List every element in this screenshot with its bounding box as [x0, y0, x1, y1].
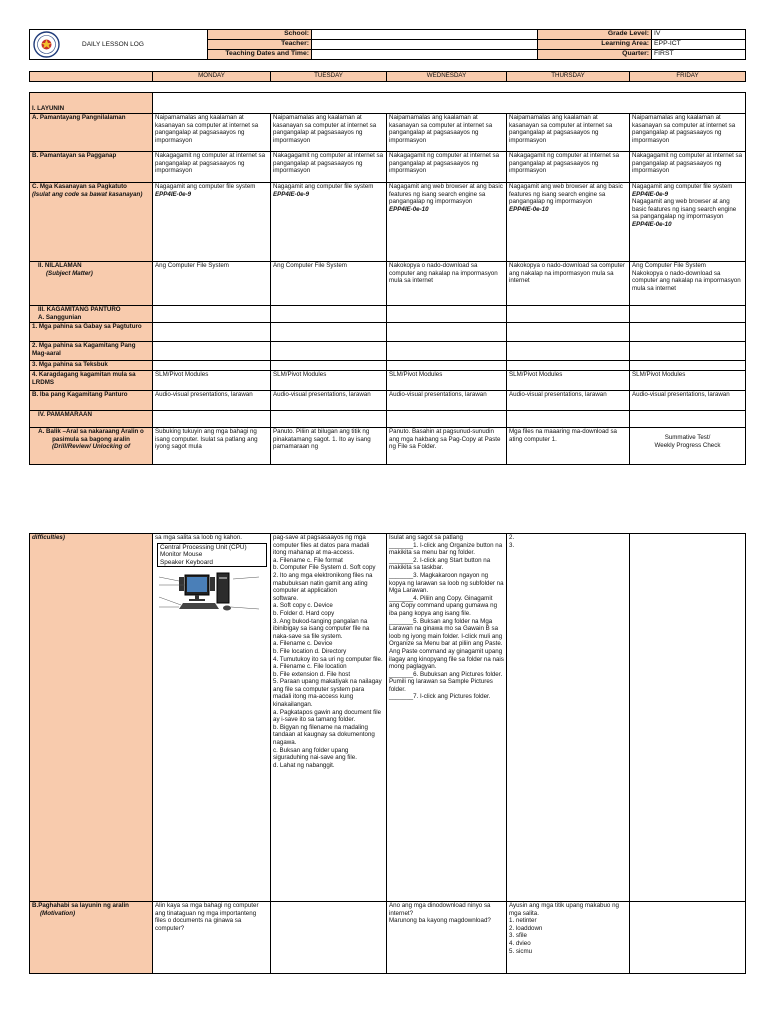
blank-cell	[153, 306, 271, 323]
quiz-line: a. Soft copy c. Device	[273, 602, 333, 610]
iba-pang-label: B. Iba pang Kagamitang Panturo	[30, 391, 153, 411]
balik-thu: Mga files na maaaring ma-download sa ating computer 1.	[507, 428, 630, 465]
blank-cell	[630, 411, 746, 428]
kasanayan-tue-code: EPP4IE-0e-9	[273, 190, 310, 198]
kasanayan-title: C. Mga Kasanayan sa Pagkatuto	[32, 183, 127, 190]
learning-area-label: Learning Area:	[538, 40, 652, 50]
blank-cell	[630, 361, 746, 371]
download-item: 2.	[509, 534, 515, 541]
scramble-intro: Ayusin ang mga titik upang makabuo ng mga salita.	[509, 902, 619, 917]
day-header-blank	[30, 72, 153, 82]
paghahabi-label	[30, 902, 153, 974]
pangnilalaman-mon: Naipamamalas ang kaalaman at kasanayan sa computer at internet sa pangangalap at pagsasaayos ng impormasyon	[153, 114, 271, 152]
quarter-label: Quarter:	[538, 50, 652, 60]
step-line: _______5. Buksan ang folder na Mga Larawan na ginawa mo sa Gawain B sa loob ng iyong main folder. I-click muli ang Organize sa Menu bar at piliin ang Paste. Ang Paste command ay ginagamit upang ilagay ang kinopyang file sa folder na nais mong paglagyan.	[389, 617, 504, 671]
blank-cell	[153, 411, 271, 428]
balik-cont-mon-intro: sa mga salita sa loob ng kahon.	[155, 534, 243, 541]
nilalaman-fri	[630, 262, 746, 306]
step-line: _______3. Magkakaroon ngayon ng kopya ng larawan sa loob ng subfolder na Mga Larawan.	[389, 571, 504, 595]
quiz-line: b. Bigyan ng filename na madaling tandaan at kaugnay sa dokumentong nagawa.	[273, 723, 375, 747]
blank-cell	[153, 361, 271, 371]
kasanayan-fri	[630, 183, 746, 262]
iba-pang-thu: Audio-visual presentations, larawan	[507, 391, 630, 411]
lrdms-wed: SLM/Pivot Modules	[387, 371, 507, 391]
lrdms-fri: SLM/Pivot Modules	[630, 371, 746, 391]
choice-line: Speaker Keyboard	[160, 558, 213, 566]
step-line: _______4. Piliin ang Copy. Ginagamit ang Copy command upang gumawa ng iba pang kopya ang isang file.	[389, 594, 498, 617]
layunin-heading: I. LAYUNIN	[30, 93, 153, 114]
pamamaraan-heading: IV. PAMAMARAAN	[30, 411, 153, 428]
blank-cell	[630, 306, 746, 323]
pamantayang-pangnilalaman-label: A. Pamantayang Pangnilalaman	[30, 114, 153, 152]
grade-level-label: Grade Level:	[538, 30, 652, 40]
quiz-line: 5. Paraan upang makatiyak na nailagay ang file sa computer system para madali itong ma-access kung kinakailangan.	[273, 678, 382, 709]
kasanayan-thu-code: EPP4IE-0e-10	[509, 205, 549, 213]
lrdms-thu: SLM/Pivot Modules	[507, 371, 630, 391]
kasanayan-mon-code: EPP4IE-0e-9	[155, 190, 192, 198]
kasanayan-fri-code-1: EPP4IE-0e-9	[632, 190, 669, 198]
day-thursday: THURSDAY	[507, 72, 630, 82]
paghahabi-mon: Alin kaya sa mga bahagi ng computer ang tinataguan ng mga importanteng files o documents na ginawa sa computer?	[153, 902, 271, 974]
kasanayan-wed-code: EPP4IE-0e-10	[389, 205, 429, 213]
blank-cell	[271, 411, 387, 428]
kagamitang-title: III. KAGAMITANG PANTURO	[38, 306, 121, 313]
blank-cell	[387, 361, 507, 371]
balik-fri: Summative Test/ Weekly Progress Check	[630, 428, 746, 465]
difficulties-label: difficulties)	[30, 534, 153, 902]
blank-cell	[507, 306, 630, 323]
grade-level-value: IV	[652, 30, 746, 40]
kasanayan-label	[30, 183, 153, 262]
lesson-table-page-1	[29, 92, 746, 465]
layunin-blank	[153, 93, 746, 114]
paghahabi-fri	[630, 902, 746, 974]
balik-aral-note: (Drill/Review/ Unlocking of	[51, 443, 131, 451]
nilalaman-fri-2: Nakokopya o nado-download sa computer ang nakalap na impormasyon mula sa internet	[632, 269, 741, 292]
blank-cell	[630, 323, 746, 342]
lrdms-mon: SLM/Pivot Modules	[153, 371, 271, 391]
choice-line: Central Processing Unit (CPU)	[160, 543, 247, 551]
nilalaman-wed: Nakokopya o nado-download sa computer ang nakalap na impormasyon mula sa internet	[387, 262, 507, 306]
lesson-table-page-2	[29, 533, 746, 974]
kasanayan-mon-text: Nagagamit ang computer file system	[155, 183, 256, 190]
kasanayan-wed	[387, 183, 507, 262]
quiz-line: a. Filename c. Device	[273, 640, 333, 648]
balik-wed: Panuto. Basahin at pagsunud-sunudin ang mga hakbang sa Pag-Copy at Paste ng File sa Folder.	[387, 428, 507, 465]
computer-parts-illustration	[155, 569, 268, 616]
pagganap-fri: Nakagagamit ng computer at internet sa pangangalap at pagsasaayos ng impormasyon	[630, 152, 746, 183]
blank-cell	[507, 323, 630, 342]
quiz-line: 2. Ito ang mga elektronikong files na mabubuksan natin gamit ang ating computer at application	[273, 571, 373, 595]
blank-cell	[271, 323, 387, 342]
learning-area-value: EPP-ICT	[652, 40, 746, 50]
day-tuesday: TUESDAY	[271, 72, 387, 82]
step-line: _______6. Bubuksan ang Pictures folder. Pumili ng larawan sa Sample Pictures folder.	[389, 670, 503, 693]
kagamitang-panturo-label	[30, 306, 153, 323]
quiz-line: b. File extension d. File host	[273, 670, 351, 678]
kasanayan-note: (Isulat ang code sa bawat kasanayan)	[32, 190, 143, 198]
step-line: _______7. I-click ang Pictures folder.	[389, 693, 491, 701]
balik-mon: Subuking tukuyin ang mga bahagi ng isang computer. Isulat sa patlang ang iyong sagot mula	[153, 428, 271, 465]
header-table	[29, 29, 746, 60]
nilalaman-label	[30, 262, 153, 306]
karagdagang-label: 4. Karagdagang kagamitan mula sa LRDMS	[30, 371, 153, 391]
paghahabi-tue	[271, 902, 387, 974]
pagganap-mon: Nakagagamit ng computer at internet sa pangangalap at pagsasaayos ng impormasyon	[153, 152, 271, 183]
pagganap-thu: Nakagagamit ng computer at internet sa pangangalap at pagsasaayos ng impormasyon	[507, 152, 630, 183]
paghahabi-thu	[507, 902, 630, 974]
quiz-line: pag-save at pagsasaayos ng mga computer files at datos para madali itong mahanap at ma-access.	[273, 534, 370, 557]
step-line: _______1. I-click ang Organize button na makikita sa menu bar ng folder.	[389, 541, 503, 557]
balik-cont-fri	[630, 534, 746, 902]
pangnilalaman-wed: Naipamamalas ang kaalaman at kasanayan sa computer at internet sa pangangalap at pagsasaayos ng impormasyon	[387, 114, 507, 152]
blank-cell	[387, 411, 507, 428]
iba-pang-tue: Audio-visual presentations, larawan	[271, 391, 387, 411]
kasanayan-tue	[271, 183, 387, 262]
motivation-note: (Motivation)	[40, 909, 76, 917]
teksbuk-label: 3. Mga pahina sa Teksbuk	[30, 361, 153, 371]
iba-pang-mon: Audio-visual presentations, larawan	[153, 391, 271, 411]
balik-aral-label	[30, 428, 153, 465]
nilalaman-fri-1: Ang Computer File System	[632, 262, 706, 269]
word-choices-box	[157, 543, 267, 568]
pangnilalaman-thu: Naipamamalas ang kaalaman at kasanayan sa computer at internet sa pangangalap at pagsasaayos ng impormasyon	[507, 114, 630, 152]
pangnilalaman-fri: Naipamamalas ang kaalaman at kasanayan sa computer at internet sa pangangalap at pagsasaayos ng impormasyon	[630, 114, 746, 152]
blank-cell	[271, 306, 387, 323]
quiz-line: d. Lahat ng nabanggit.	[273, 761, 335, 769]
quiz-line: c. Buksan ang folder upang siguraduhing nai-save ang file.	[273, 746, 357, 762]
teacher-field	[312, 40, 538, 50]
quiz-line: a. Filename c. File location	[273, 663, 347, 671]
kasanayan-fri-text-1: Nagagamit ang computer file system	[632, 183, 733, 190]
nilalaman-tue: Ang Computer File System	[271, 262, 387, 306]
quiz-line: b. Computer File System d. Soft copy	[273, 564, 376, 572]
quarter-value: FIRST	[652, 50, 746, 60]
pagganap-wed: Nakagagamit ng computer at internet sa pangangalap at pagsasaayos ng impormasyon	[387, 152, 507, 183]
quiz-line: a. Filename c. File format	[273, 556, 343, 564]
lrdms-tue: SLM/Pivot Modules	[271, 371, 387, 391]
step-line: _______2. I-click ang Start button na makikita sa taskbar.	[389, 556, 491, 572]
kagamitang-mag-aaral-label: 2. Mga pahina sa Kagamitang Pang Mag-aaral	[30, 342, 153, 361]
pagganap-tue: Nakagagamit ng computer at internet sa pangangalap at pagsasaayos ng impormasyon	[271, 152, 387, 183]
quiz-line: b. File location d. Directory	[273, 647, 347, 655]
nilalaman-mon: Ang Computer File System	[153, 262, 271, 306]
teacher-label: Teacher:	[208, 40, 312, 50]
paghahabi-title: B.Paghahabi sa layunin ng aralin	[32, 902, 129, 909]
teaching-dates-label: Teaching Dates and Time:	[208, 50, 312, 60]
nilalaman-note: (Subject Matter)	[46, 269, 93, 277]
blank-cell	[387, 342, 507, 361]
balik-tue: Panuto. Piliin at bilugan ang titik ng pinakatamang sagot. 1. Ito ay isang pamamaraan ng	[271, 428, 387, 465]
balik-cont-wed	[387, 534, 507, 902]
school-field	[312, 30, 538, 40]
scramble-item: 1. netinter	[509, 917, 537, 925]
quiz-line: 4. Tumutukoy ito sa uri ng computer file.	[273, 655, 383, 663]
balik-aral-title: A. Balik –Aral sa nakaraang Aralin o pasimula sa bagong aralin	[38, 428, 144, 443]
blank-cell	[153, 342, 271, 361]
quiz-line: 3. Ang bukod-tanging pangalan na ibinibigay sa isang computer file na naka-save sa file system.	[273, 617, 370, 640]
blank-cell	[387, 323, 507, 342]
scramble-item: 5. sicmu	[509, 947, 533, 955]
iba-pang-wed: Audio-visual presentations, larawan	[387, 391, 507, 411]
day-wednesday: WEDNESDAY	[387, 72, 507, 82]
quiz-line: b. Folder d. Hard copy	[273, 609, 335, 617]
blank-cell	[507, 361, 630, 371]
choice-line: Monitor Mouse	[160, 551, 203, 559]
day-monday: MONDAY	[153, 72, 271, 82]
day-header-row	[29, 71, 746, 82]
gabay-label: 1. Mga pahina sa Gabay sa Pagtuturo	[30, 323, 153, 342]
day-friday: FRIDAY	[630, 72, 746, 82]
kasanayan-tue-text: Nagagamit ang computer file system	[273, 183, 374, 190]
nilalaman-thu: Nakokopya o nado-download sa computer ang nakalap na impormasyon mula sa internet	[507, 262, 630, 306]
kasanayan-mon	[153, 183, 271, 262]
scramble-item: 2. loaddown	[509, 924, 543, 932]
balik-cont-mon	[153, 534, 271, 902]
blank-cell	[507, 342, 630, 361]
blank-cell	[271, 342, 387, 361]
blank-cell	[507, 411, 630, 428]
sanggunian-label: A. Sanggunian	[38, 313, 82, 321]
step-line: Isulat ang sagot sa patlang	[389, 534, 463, 541]
scramble-item: 3. sfile	[509, 932, 527, 940]
kasanayan-thu-text: Nagagamit ang web browser at ang basic features ng isang search engine sa pangangalap ng impormasyon	[509, 183, 623, 206]
blank-cell	[271, 361, 387, 371]
teaching-dates-field	[312, 50, 538, 60]
balik-cont-thu	[507, 534, 630, 902]
kasanayan-wed-text: Nagagamit ang web browser at ang basic features ng isang search engine sa pangangalap ng impormasyon	[389, 183, 503, 206]
quiz-line: a. Pagkatapos gawin ang document file ay i-save ito sa tamang folder.	[273, 708, 382, 724]
scramble-item: 4. dvieo	[509, 939, 531, 947]
blank-cell	[630, 342, 746, 361]
school-label: School:	[208, 30, 312, 40]
blank-cell	[153, 323, 271, 342]
document-title: DAILY LESSON LOG	[30, 30, 208, 60]
nilalaman-title: II. NILALAMAN	[38, 262, 82, 269]
quiz-line: software.	[273, 594, 299, 602]
pangnilalaman-tue: Naipamamalas ang kaalaman at kasanayan sa computer at internet sa pangangalap at pagsasaayos ng impormasyon	[271, 114, 387, 152]
blank-cell	[387, 306, 507, 323]
download-item: 3.	[509, 541, 515, 549]
iba-pang-fri: Audio-visual presentations, larawan	[630, 391, 746, 411]
kasanayan-thu	[507, 183, 630, 262]
kasanayan-fri-code-2: EPP4IE-0e-10	[632, 220, 672, 228]
balik-cont-tue	[271, 534, 387, 902]
paghahabi-wed: Ano ang mga dinodownload ninyo sa internet? Marunong ba kayong magdownload?	[387, 902, 507, 974]
kasanayan-fri-text-2: Nagagamit ang web browser at ang basic features ng isang search engine sa pangangalap ng impormasyon	[632, 198, 737, 221]
pamantayan-pagganap-label: B. Pamantayan sa Pagganap	[30, 152, 153, 183]
